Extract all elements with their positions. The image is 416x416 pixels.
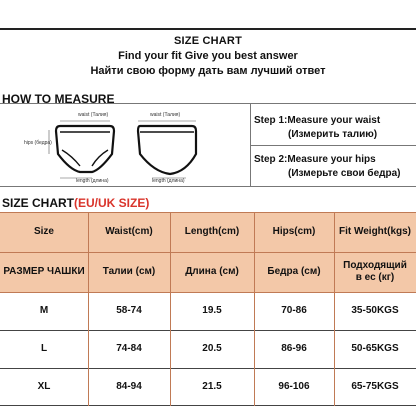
- step-1-text: Step 1:Measure your waist: [254, 115, 381, 126]
- col-subheader-weight: Подходящий в ес (кг): [343, 260, 407, 283]
- cell-size: M: [39, 305, 49, 316]
- table-col-divider: [170, 212, 171, 406]
- cell-weight: 35-50KGS: [351, 305, 399, 316]
- table-header-row: [0, 212, 416, 252]
- table-row: [0, 330, 416, 368]
- table-rule: [0, 330, 416, 331]
- table-row: [0, 292, 416, 330]
- table-rule: [0, 252, 416, 253]
- label-hips: hips (бедра): [24, 140, 52, 146]
- col-subheader-waist: Талии (см): [102, 266, 156, 277]
- header-subtitle-ru: Найти свою форму дать вам лучший ответ: [90, 65, 326, 77]
- how-box-divider-horizontal: [250, 145, 416, 146]
- table-col-divider: [88, 212, 89, 406]
- step-1-subtext: (Измерить талию): [288, 129, 378, 140]
- cell-length: 21.5: [202, 381, 222, 392]
- step-2-subtext: (Измерьте свои бедра): [288, 168, 401, 179]
- table-col-divider: [254, 212, 255, 406]
- cell-size: L: [40, 343, 48, 354]
- step-2-text: Step 2:Measure your hips: [254, 154, 376, 165]
- cell-waist: 74-84: [116, 343, 142, 354]
- cell-length: 20.5: [202, 343, 222, 354]
- panties-front-icon: [49, 121, 114, 178]
- size-chart-title-paren: (EU/UK SIZE): [74, 196, 150, 210]
- col-header-waist: Waist(cm): [105, 226, 153, 237]
- table-row: [0, 368, 416, 406]
- size-chart-title: [2, 196, 149, 210]
- cell-waist: 58-74: [116, 305, 142, 316]
- cell-hips: 86-96: [281, 343, 307, 354]
- table-rule-top: [0, 212, 416, 213]
- col-subheader-size: РАЗМЕР ЧАШКИ: [3, 266, 85, 277]
- col-header-length: Length(cm): [184, 226, 240, 237]
- cell-waist: 84-94: [116, 381, 142, 392]
- step-1: [254, 114, 380, 142]
- col-header-size: Size: [33, 226, 54, 237]
- how-to-measure-title: HOW TO MEASURE: [2, 92, 115, 106]
- cell-weight: 65-75KGS: [351, 381, 399, 392]
- table-subheader-row: [0, 252, 416, 292]
- label-length-front: length (длина): [76, 178, 109, 184]
- header-block: [0, 34, 416, 79]
- header-top-rule: [0, 28, 416, 30]
- label-length-back: length (длина): [152, 178, 185, 184]
- col-header-hips: Hips(cm): [272, 226, 316, 237]
- table-col-divider: [334, 212, 335, 406]
- table-rule: [0, 368, 416, 369]
- label-waist-back: waist (Талия): [150, 112, 181, 118]
- header-title: SIZE CHART: [174, 35, 242, 47]
- cell-size: XL: [37, 381, 51, 392]
- step-2: [254, 153, 401, 181]
- col-header-weight: Fit Weight(kgs): [338, 226, 412, 237]
- size-chart-title-main: SIZE CHART: [2, 196, 74, 210]
- measure-diagram: [0, 104, 250, 186]
- panties-back-icon: [138, 121, 196, 178]
- table-rule: [0, 292, 416, 293]
- cell-hips: 70-86: [281, 305, 307, 316]
- col-subheader-hips: Бедра (см): [267, 266, 321, 277]
- label-waist-front: waist (Талия): [78, 112, 109, 118]
- cell-weight: 50-65KGS: [351, 343, 399, 354]
- col-subheader-length: Длина (см): [185, 266, 239, 277]
- cell-hips: 96-106: [278, 381, 310, 392]
- header-subtitle-en: Find your fit Give you best answer: [118, 50, 298, 62]
- cell-length: 19.5: [202, 305, 222, 316]
- table-rule-bottom: [0, 405, 416, 406]
